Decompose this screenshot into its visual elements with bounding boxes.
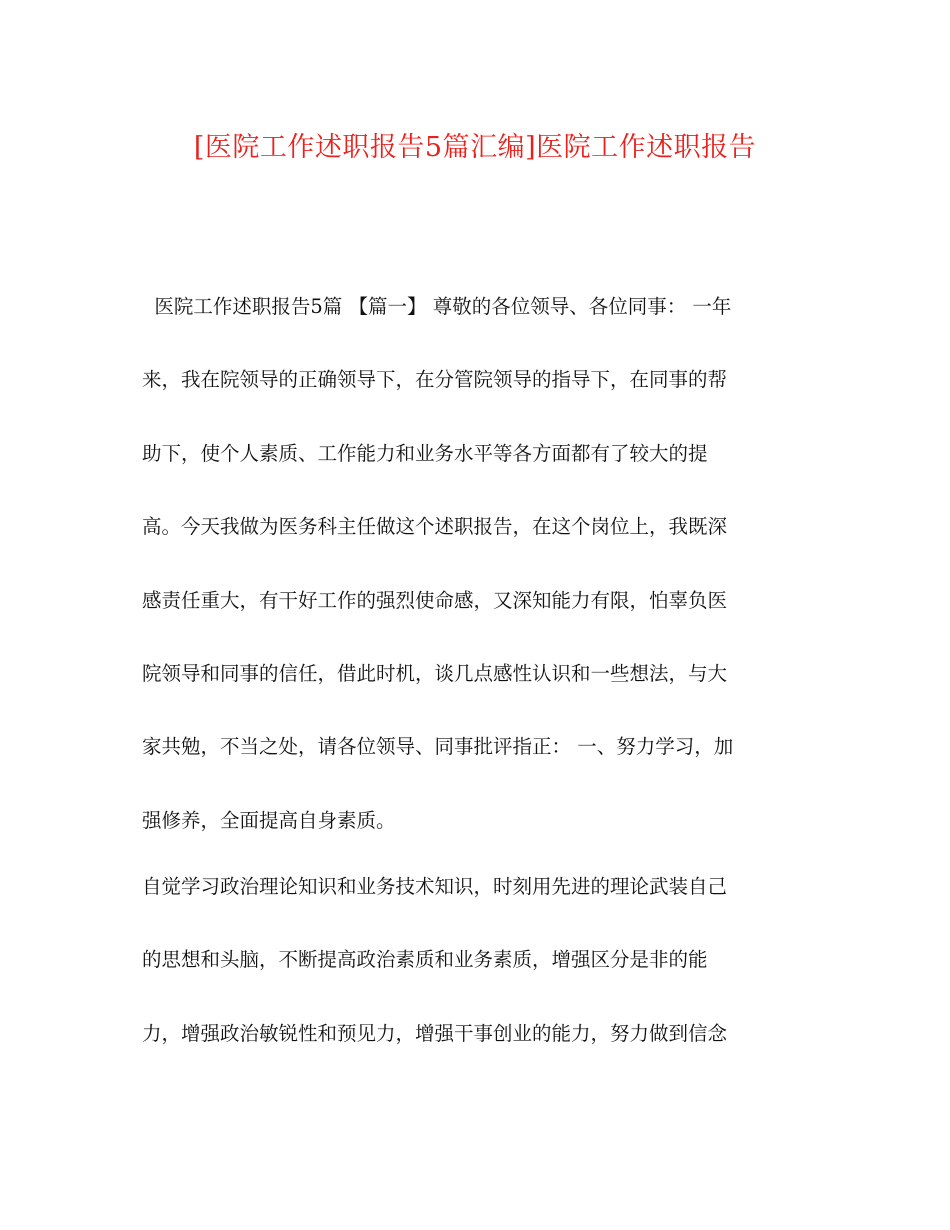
document-title: [医院工作述职报告5篇汇编]医院工作述职报告 [193,132,757,163]
paragraph-1-line-3: 助下，使个人素质、工作能力和业务水平等各方面都有了较大的提 [142,441,708,465]
paragraph-1-line-7: 家共勉，不当之处，请各位领导、同事批评指正： 一、努力学习，加 [142,735,734,759]
paragraph-1-line-1: 医院工作述职报告5篇 【篇一】 尊敬的各位领导、各位同事： 一年 [142,295,732,318]
paragraph-2-line-1: 自觉学习政治理论知识和业务技术知识，时刻用先进的理论武装自己 [142,875,728,898]
paragraph-2 [142,850,802,1070]
paragraph-1 [142,270,802,857]
paragraph-1-line-2: 来，我在院领导的正确领导下，在分管院领导的指导下，在同事的帮 [142,368,728,392]
paragraph-1-line-4: 高。今天我做为医务科主任做这个述职报告，在这个岗位上，我既深 [142,515,728,539]
paragraph-2-line-2: 的思想和头脑，不断提高政治素质和业务素质，增强区分是非的能 [142,948,708,972]
paragraph-1-line-5: 感责任重大，有干好工作的强烈使命感，又深知能力有限，怕辜负医 [142,588,728,612]
paragraph-2-line-3: 力，增强政治敏锐性和预见力，增强干事创业的能力，努力做到信念 [142,1021,728,1045]
paragraph-1-line-6: 院领导和同事的信任，借此时机，谈几点感性认识和一些想法，与大 [142,661,728,685]
paragraph-1-line-8: 强修养，全面提高自身素质。 [142,808,396,832]
